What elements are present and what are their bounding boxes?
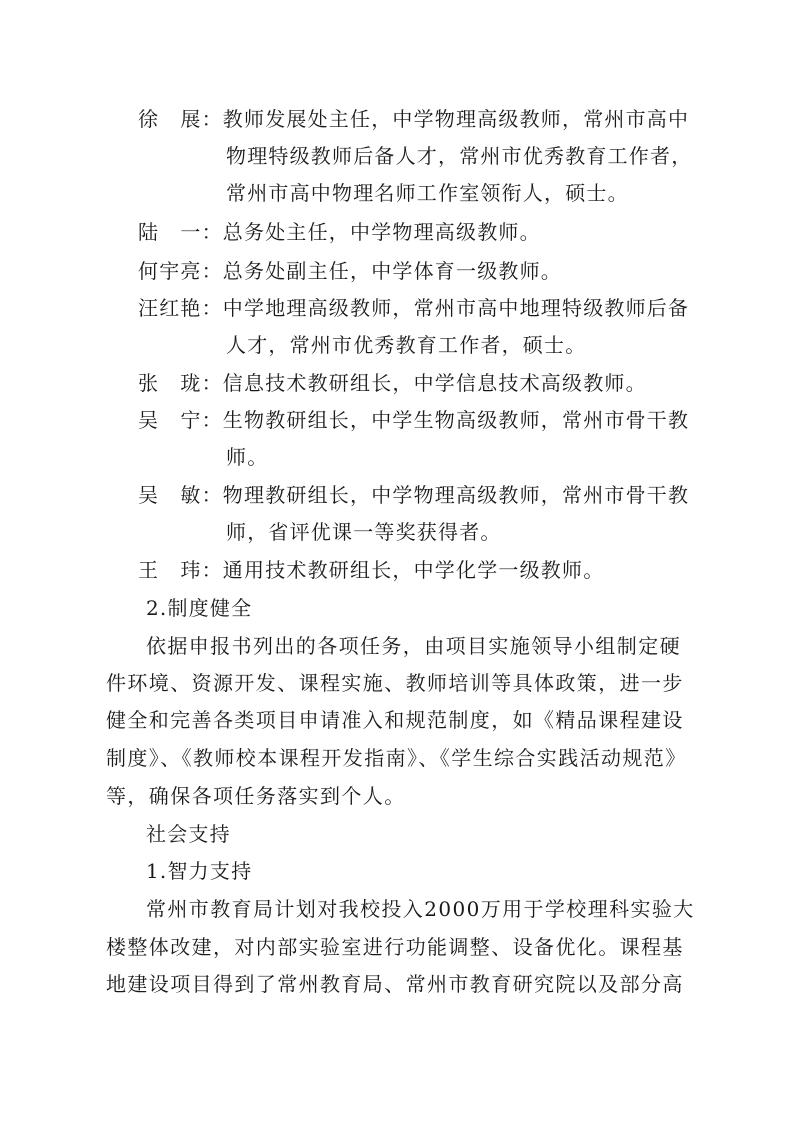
paragraph-line: 楼整体改建，对内部实验室进行功能调整、设备优化。课程基 <box>106 935 684 959</box>
section-heading: 2.制度健全 <box>146 596 253 620</box>
staff-entry-line: 师，省评优课一等奖获得者。 <box>226 520 502 544</box>
staff-entry-line: 人才，常州市优秀教育工作者，硕士。 <box>226 333 587 357</box>
paragraph-line: 常州市教育局计划对我校投入2000万用于学校理科实验大 <box>146 897 695 921</box>
staff-entry-line: 常州市高中物理名师工作室领衔人，硕士。 <box>226 181 629 205</box>
staff-entry-line: 陆 一：总务处主任，中学物理高级教师。 <box>138 220 541 244</box>
paragraph-line: 件环境、资源开发、课程实施、教师培训等具体政策，进一步 <box>106 671 684 695</box>
paragraph-line: 地建设项目得到了常州教育局、常州市教育研究院以及部分高 <box>106 972 684 996</box>
staff-entry-line: 汪红艳：中学地理高级教师，常州市高中地理特级教师后备 <box>138 296 690 320</box>
subsection-heading: 1.智力支持 <box>146 859 253 883</box>
staff-entry-line: 吴 敏：物理教研组长，中学物理高级教师，常州市骨干教 <box>138 483 690 507</box>
section-heading: 社会支持 <box>146 822 231 846</box>
staff-entry-line: 吴 宁：生物教研组长，中学生物高级教师，常州市骨干教 <box>138 408 690 432</box>
staff-entry-line: 师。 <box>226 445 269 469</box>
paragraph-line: 等，确保各项任务落实到个人。 <box>106 784 406 808</box>
staff-entry-line: 徐 展：教师发展处主任，中学物理高级教师，常州市高中 <box>138 107 690 131</box>
staff-entry-line: 王 玮：通用技术教研组长，中学化学一级教师。 <box>138 558 605 582</box>
staff-entry-line: 物理特级教师后备人才，常州市优秀教育工作者， <box>226 144 693 168</box>
paragraph-line: 依据申报书列出的各项任务，由项目实施领导小组制定硬 <box>146 634 681 658</box>
paragraph-line: 制度》、《教师校本课程开发指南》、《学生综合实践活动规范》 <box>106 746 687 770</box>
paragraph-line: 健全和完善各类项目申请准入和规范制度，如《精品课程建设 <box>106 708 684 732</box>
staff-entry-line: 张 珑：信息技术教研组长，中学信息技术高级教师。 <box>138 371 647 395</box>
staff-entry-line: 何宇亮：总务处副主任，中学体育一级教师。 <box>138 259 562 283</box>
